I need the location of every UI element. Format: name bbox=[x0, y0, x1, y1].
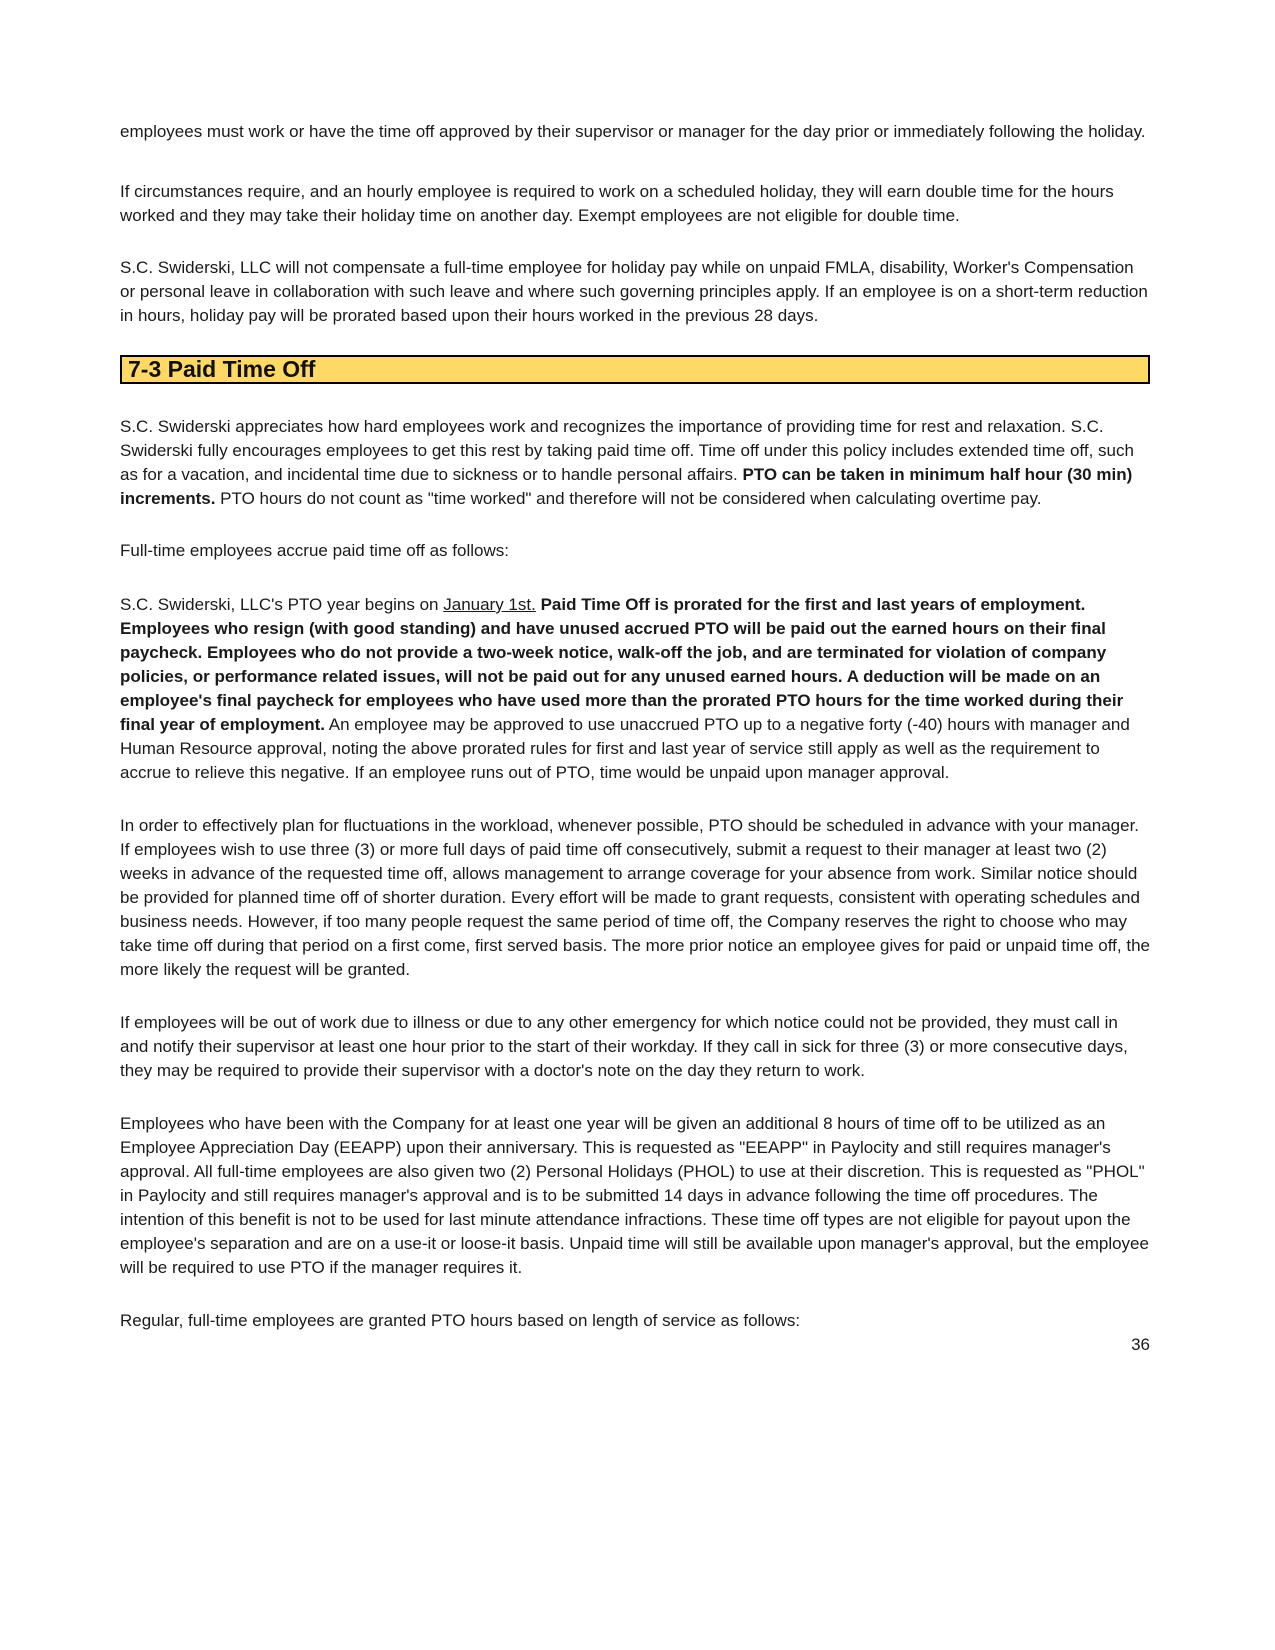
text-run: Regular, full-time employees are granted PTO hours based on length of service as follows: bbox=[120, 1311, 801, 1330]
text-run-bold: PTO can be taken in minimum half hour (30 min) increments. bbox=[120, 465, 1133, 508]
text-run: S.C. Swiderski, LLC's PTO year begins on bbox=[120, 595, 444, 614]
section-heading-banner bbox=[120, 355, 1150, 384]
text-run-bold: Paid Time Off is prorated for the first and last years of employment. Employees who resign (with good standing) and have unused accrued PTO will be paid out the earned hours on their final paycheck. Employees who do not provide a two-week notice, walk-off the job, and are terminated for violation of company policies, or performance related issues, will not be paid out for any unused earned hours. A deduction will be made on an employee's final paycheck for employees who have used more than the prorated PTO hours for the time worked during their final year of employment. bbox=[120, 595, 1124, 734]
page-number-value: 36 bbox=[1131, 1335, 1150, 1354]
text-run: Full-time employees accrue paid time off as follows: bbox=[120, 541, 509, 560]
text-run: S.C. Swiderski appreciates how hard employees work and recognizes the importance of providing time for rest and relaxation. S.C. Swiderski fully encourages employees to get this rest by taking paid time off. Time off under this policy includes extended time off, such as for a vacation, and incidental time due to sickness or to handle personal affairs. bbox=[120, 417, 1134, 484]
paragraph-pto-grant-lead-in bbox=[120, 1309, 1150, 1333]
paragraph-pto-year-proration bbox=[120, 593, 1150, 785]
paragraph-holiday-pay-exclusions bbox=[120, 256, 1150, 328]
paragraph-holiday-eligibility bbox=[120, 120, 1150, 144]
text-run: If employees will be out of work due to illness or due to any other emergency for which notice could not be provided, they must call in and notify their supervisor at least one hour prior to the start of their workday. If they call in sick for three (3) or more consecutive days, they may be required to provide their supervisor with a doctor's note on the day they return to work. bbox=[120, 1013, 1128, 1080]
text-run: Employees who have been with the Company for at least one year will be given an additional 8 hours of time off to be utilized as an Employee Appreciation Day (EEAPP) upon their anniversary. This is requested as "EEAPP" in Paylocity and still requires manager's approval. All full-time employees are also given two (2) Personal Holidays (PHOL) to use at their discretion. This is requested as "PHOL" in Paylocity and still requires manager's approval and is to be submitted 14 days in advance following the time off procedures. The intention of this benefit is not to be used for last minute attendance infractions. These time off types are not eligible for payout upon the employee's separation and are on a use-it or loose-it basis. Unpaid time will still be available upon manager's approval, but the employee will be required to use PTO if the manager requires it. bbox=[120, 1114, 1149, 1277]
text-run: If circumstances require, and an hourly employee is required to work on a scheduled holiday, they will earn double time for the hours worked and they may take their holiday time on another day. Exempt employees are not eligible for double time. bbox=[120, 182, 1114, 225]
section-heading-title: 7-3 Paid Time Off bbox=[128, 356, 316, 382]
text-run: employees must work or have the time off approved by their supervisor or manager for the day prior or immediately following the holiday. bbox=[120, 122, 1146, 141]
paragraph-illness-call-in bbox=[120, 1011, 1150, 1083]
paragraph-pto-scheduling bbox=[120, 814, 1150, 982]
text-run: S.C. Swiderski, LLC will not compensate a full-time employee for holiday pay while on unpaid FMLA, disability, Worker's Compensation or personal leave in collaboration with such leave and where such governing principles apply. If an employee is on a short-term reduction in hours, holiday pay will be prorated based upon their hours worked in the previous 28 days. bbox=[120, 258, 1148, 325]
paragraph-accrual-lead-in bbox=[120, 539, 1150, 563]
paragraph-eeapp-phol bbox=[120, 1112, 1150, 1280]
document-content bbox=[120, 120, 1150, 1357]
text-run: An employee may be approved to use unaccrued PTO up to a negative forty (-40) hours with manager and Human Resource approval, noting the above prorated rules for first and last year of service still apply as well as the requirement to accrue to relieve this negative. If an employee runs out of PTO, time would be unpaid upon manager approval. bbox=[120, 715, 1130, 782]
paragraph-pto-intro bbox=[120, 415, 1150, 511]
text-run: In order to effectively plan for fluctuations in the workload, whenever possible, PTO should be scheduled in advance with your manager. If employees wish to use three (3) or more full days of paid time off consecutively, submit a request to their manager at least two (2) weeks in advance of the requested time off, allows management to arrange coverage for your absence from work. Similar notice should be provided for planned time off of shorter duration. Every effort will be made to grant requests, consistent with operating schedules and business needs. However, if too many people request the same period of time off, the Company reserves the right to choose who may take time off during that period on a first come, first served basis. The more prior notice an employee gives for paid or unpaid time off, the more likely the request will be granted. bbox=[120, 816, 1150, 979]
text-run-underline: January 1st. bbox=[443, 595, 536, 614]
page-number bbox=[120, 1333, 1150, 1357]
text-run: PTO hours do not count as "time worked" and therefore will not be considered when calculating overtime pay. bbox=[215, 489, 1042, 508]
paragraph-holiday-double-time bbox=[120, 180, 1150, 228]
